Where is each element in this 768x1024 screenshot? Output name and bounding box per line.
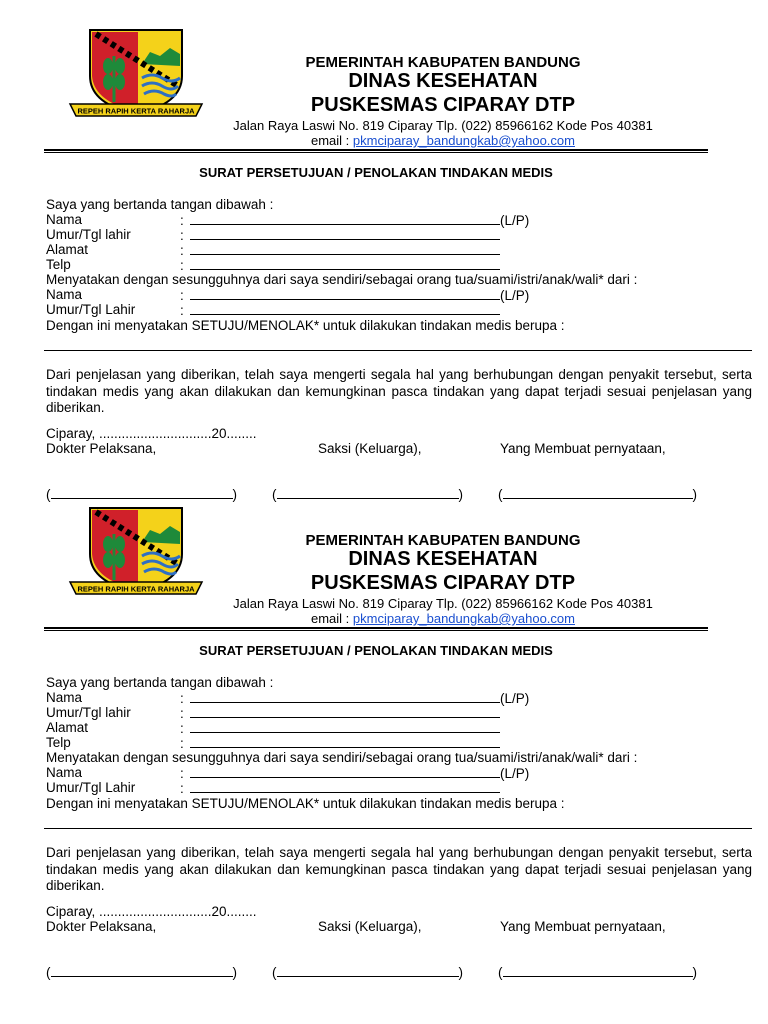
blank-nama2[interactable]: [190, 287, 500, 300]
section-separator: [44, 350, 752, 351]
signer-maker-label: Yang Membuat pernyataan,: [500, 919, 666, 934]
lp-suffix: (L/P): [500, 691, 530, 706]
header-puskesmas: PUSKESMAS CIPARAY DTP: [310, 94, 576, 116]
blank-umur[interactable]: [190, 227, 500, 240]
signer-doctor-label: Dokter Pelaksana,: [46, 441, 157, 456]
signature-witness[interactable]: ( ): [272, 965, 463, 980]
signature-doctor[interactable]: ( ): [46, 965, 237, 980]
field-umur[interactable]: :: [180, 705, 500, 722]
statement-text: Menyatakan dengan sesungguhnya dari saya sendiri/sebagai orang tua/suami/istri/anak/wali* dari :: [46, 750, 638, 765]
consent-text: Dengan ini menyatakan SETUJU/MENOLAK* untuk dilakukan tindakan medis berupa :: [46, 318, 565, 333]
date-line: Ciparay, ..............................20........: [46, 426, 257, 441]
email-link[interactable]: pkmciparay_bandungkab@yahoo.com: [352, 611, 575, 626]
consent-form-2: [0, 500, 768, 978]
form-title: SURAT PERSETUJUAN / PENOLAKAN TINDAKAN MEDIS: [199, 643, 553, 658]
label-umur: Umur/Tgl lahir: [46, 227, 131, 242]
signer-witness-label: Saksi (Keluarga),: [318, 441, 422, 456]
label-alamat: Alamat: [46, 242, 89, 257]
label-umur2: Umur/Tgl Lahir: [46, 302, 136, 317]
explanation-paragraph: Dari penjelasan yang diberikan, telah saya mengerti segala hal yang berhubungan dengan penyakit tersebut, serta tindakan medis yang akan dilakukan dan kemungkinan pasca tindakan yang dapat terjadi sesuai penjelasan yang diberikan.: [46, 845, 752, 893]
lp-suffix: (L/P): [500, 766, 530, 781]
signer-witness-label: Saksi (Keluarga),: [318, 919, 422, 934]
blank-alamat[interactable]: [190, 242, 500, 255]
blank-umur2[interactable]: [190, 780, 500, 793]
explanation-paragraph: Dari penjelasan yang diberikan, telah saya mengerti segala hal yang berhubungan dengan penyakit tersebut, serta tindakan medis yang akan dilakukan dan kemungkinan pasca tindakan yang dapat terjadi sesuai penjelasan yang diberikan.: [46, 367, 752, 415]
email-link[interactable]: pkmciparay_bandungkab@yahoo.com: [352, 133, 575, 148]
header-department: DINAS KESEHATAN: [348, 70, 538, 92]
section-separator: [44, 828, 752, 829]
label-nama: Nama: [46, 690, 83, 705]
date-line: Ciparay, ..............................20........: [46, 904, 257, 919]
field-nama2[interactable]: : (L/P): [180, 288, 530, 303]
label-telp: Telp: [46, 257, 71, 272]
label-alamat: Alamat: [46, 720, 89, 735]
blank-nama2[interactable]: [190, 765, 500, 778]
header-government: PEMERINTAH KABUPATEN BANDUNG: [305, 54, 581, 71]
blank-umur[interactable]: [190, 705, 500, 718]
intro-text: Saya yang bertanda tangan dibawah :: [46, 197, 274, 212]
blank-alamat[interactable]: [190, 720, 500, 733]
header-rule-thick: [44, 149, 708, 151]
email-label: email :: [311, 133, 350, 148]
lp-suffix: (L/P): [500, 213, 530, 228]
field-umur2[interactable]: :: [180, 302, 500, 319]
header-address: Jalan Raya Laswi No. 819 Ciparay Tlp. (022) 85966162 Kode Pos 40381: [233, 118, 653, 133]
intro-text: Saya yang bertanda tangan dibawah :: [46, 675, 274, 690]
header-email-row: [200, 611, 686, 626]
consent-text: Dengan ini menyatakan SETUJU/MENOLAK* untuk dilakukan tindakan medis berupa :: [46, 796, 565, 811]
signer-maker-label: Yang Membuat pernyataan,: [500, 441, 666, 456]
label-nama2: Nama: [46, 765, 83, 780]
label-umur2: Umur/Tgl Lahir: [46, 780, 136, 795]
blank-telp[interactable]: [190, 735, 500, 748]
header-rule-thin: [44, 152, 708, 153]
logo-motto: REPEH RAPIH KERTA RAHARJA: [77, 584, 195, 594]
blank-telp[interactable]: [190, 257, 500, 270]
header-email-row: [200, 133, 686, 148]
signer-doctor-label: Dokter Pelaksana,: [46, 919, 157, 934]
field-nama[interactable]: : (L/P): [180, 213, 530, 228]
label-nama: Nama: [46, 212, 83, 227]
blank-umur2[interactable]: [190, 302, 500, 315]
email-label: email :: [311, 611, 350, 626]
label-telp: Telp: [46, 735, 71, 750]
field-nama2[interactable]: : (L/P): [180, 766, 530, 781]
statement-text: Menyatakan dengan sesungguhnya dari saya sendiri/sebagai orang tua/suami/istri/anak/wali* dari :: [46, 272, 638, 287]
header-puskesmas: PUSKESMAS CIPARAY DTP: [310, 572, 576, 594]
signature-witness[interactable]: ( ): [272, 487, 463, 502]
field-umur[interactable]: :: [180, 227, 500, 244]
label-nama2: Nama: [46, 287, 83, 302]
field-nama[interactable]: : (L/P): [180, 691, 530, 706]
consent-form-1: [0, 22, 768, 500]
field-alamat[interactable]: :: [180, 720, 500, 737]
field-umur2[interactable]: :: [180, 780, 500, 797]
logo-motto: REPEH RAPIH KERTA RAHARJA: [77, 106, 195, 116]
field-telp[interactable]: :: [180, 257, 500, 274]
blank-nama[interactable]: [190, 690, 500, 703]
header-department: DINAS KESEHATAN: [348, 548, 538, 570]
header-rule-thin: [44, 630, 708, 631]
kabupaten-bandung-emblem-icon: [66, 504, 206, 596]
field-alamat[interactable]: :: [180, 242, 500, 259]
signature-doctor[interactable]: ( ): [46, 487, 237, 502]
header-rule-thick: [44, 627, 708, 629]
header-address: Jalan Raya Laswi No. 819 Ciparay Tlp. (022) 85966162 Kode Pos 40381: [233, 596, 653, 611]
blank-nama[interactable]: [190, 212, 500, 225]
header-government: PEMERINTAH KABUPATEN BANDUNG: [305, 532, 581, 549]
label-umur: Umur/Tgl lahir: [46, 705, 131, 720]
signature-maker[interactable]: ( ): [498, 965, 697, 980]
signature-maker[interactable]: ( ): [498, 487, 697, 502]
form-title: SURAT PERSETUJUAN / PENOLAKAN TINDAKAN MEDIS: [199, 165, 553, 180]
field-telp[interactable]: :: [180, 735, 500, 752]
lp-suffix: (L/P): [500, 288, 530, 303]
kabupaten-bandung-emblem-icon: [66, 26, 206, 118]
